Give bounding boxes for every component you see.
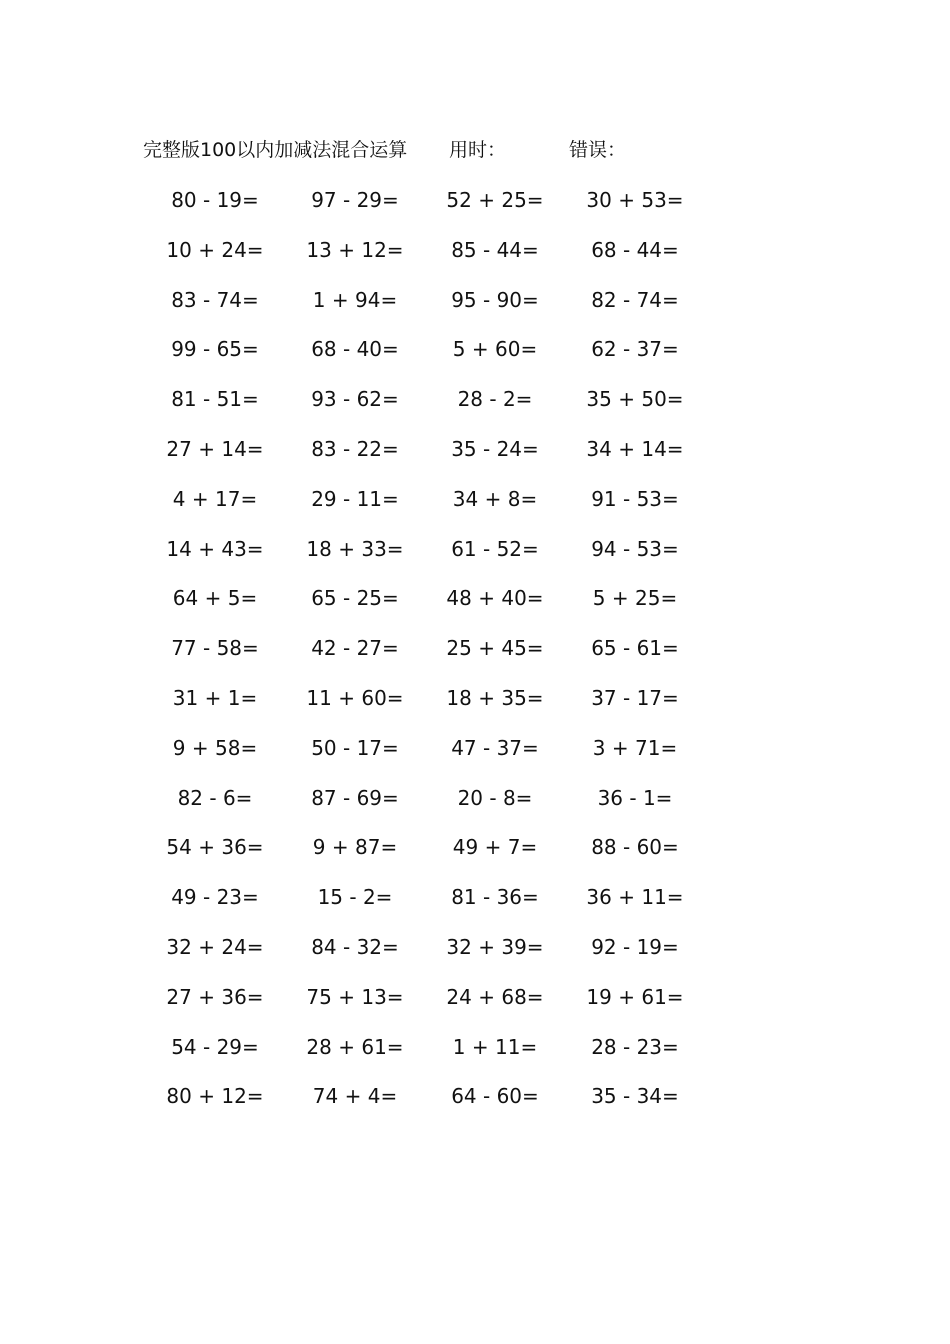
- math-problem: 54 - 29=: [171, 1034, 259, 1059]
- problem-row: [150, 634, 710, 684]
- math-problem: 77 - 58=: [171, 636, 259, 661]
- math-problem: 36 - 1=: [597, 785, 673, 810]
- math-problem: 49 - 23=: [171, 885, 259, 910]
- math-problem: 74 + 4=: [312, 1084, 398, 1109]
- math-problem: 13 + 12=: [306, 237, 404, 262]
- math-problem: 68 - 44=: [591, 237, 679, 262]
- math-problem: 5 + 25=: [592, 586, 678, 611]
- math-problem: 85 - 44=: [451, 237, 539, 262]
- math-problem: 42 - 27=: [311, 636, 399, 661]
- problem-row: [150, 286, 710, 336]
- math-problem: 94 - 53=: [591, 536, 679, 561]
- problem-row: [150, 1082, 710, 1132]
- problem-row: [150, 684, 710, 734]
- worksheet-title: 完整版100以内加减法混合运算: [143, 139, 408, 161]
- math-problem: 28 + 61=: [306, 1034, 404, 1059]
- math-problem: 1 + 94=: [312, 287, 398, 312]
- math-problem: 9 + 58=: [172, 735, 258, 760]
- math-problem: 19 + 61=: [586, 984, 684, 1009]
- math-problem: 37 - 17=: [591, 685, 679, 710]
- math-problem: 64 + 5=: [172, 586, 258, 611]
- math-problem: 91 - 53=: [591, 486, 679, 511]
- math-problem: 30 + 53=: [586, 188, 684, 212]
- math-problem: 36 + 11=: [586, 885, 684, 910]
- math-problem: 28 - 23=: [591, 1034, 679, 1059]
- math-problem: 4 + 17=: [172, 486, 258, 511]
- problem-row: [150, 1033, 710, 1083]
- math-problem: 31 + 1=: [172, 685, 258, 710]
- math-problem: 80 - 19=: [171, 188, 259, 212]
- problem-row: [150, 535, 710, 585]
- problem-grid: [150, 186, 710, 1132]
- math-problem: 54 + 36=: [166, 835, 264, 860]
- math-problem: 81 - 51=: [171, 387, 259, 412]
- math-problem: 25 + 45=: [446, 636, 544, 661]
- problem-row: [150, 933, 710, 983]
- math-problem: 15 - 2=: [317, 885, 393, 910]
- math-problem: 49 + 7=: [452, 835, 538, 860]
- problem-row: [150, 385, 710, 435]
- math-problem: 88 - 60=: [591, 835, 679, 860]
- problem-row: [150, 883, 710, 933]
- problem-row: [150, 584, 710, 634]
- math-problem: 48 + 40=: [446, 586, 544, 611]
- math-problem: 82 - 74=: [591, 287, 679, 312]
- math-problem: 32 + 24=: [166, 934, 264, 959]
- math-problem: 9 + 87=: [312, 835, 398, 860]
- math-problem: 35 - 34=: [591, 1084, 679, 1109]
- math-problem: 68 - 40=: [311, 337, 399, 362]
- math-problem: 1 + 11=: [452, 1034, 538, 1059]
- math-problem: 28 - 2=: [457, 387, 533, 412]
- math-problem: 35 + 50=: [586, 387, 684, 412]
- math-problem: 18 + 33=: [306, 536, 404, 561]
- math-problem: 20 - 8=: [457, 785, 533, 810]
- math-problem: 61 - 52=: [451, 536, 539, 561]
- math-problem: 92 - 19=: [591, 934, 679, 959]
- math-problem: 75 + 13=: [306, 984, 404, 1009]
- math-problem: 29 - 11=: [311, 486, 399, 511]
- math-problem: 97 - 29=: [311, 188, 399, 212]
- problem-row: [150, 335, 710, 385]
- math-problem: 32 + 39=: [446, 934, 544, 959]
- math-problem: 95 - 90=: [451, 287, 539, 312]
- math-problem: 34 + 8=: [452, 486, 538, 511]
- math-problem: 81 - 36=: [451, 885, 539, 910]
- math-problem: 52 + 25=: [446, 188, 544, 212]
- math-problem: 65 - 25=: [311, 586, 399, 611]
- problem-row: [150, 784, 710, 834]
- math-problem: 62 - 37=: [591, 337, 679, 362]
- math-problem: 5 + 60=: [452, 337, 538, 362]
- math-problem: 80 + 12=: [166, 1084, 264, 1109]
- math-problem: 27 + 14=: [166, 436, 264, 461]
- math-problem: 84 - 32=: [311, 934, 399, 959]
- math-problem: 18 + 35=: [446, 685, 544, 710]
- math-problem: 24 + 68=: [446, 984, 544, 1009]
- math-problem: 99 - 65=: [171, 337, 259, 362]
- math-problem: 14 + 43=: [166, 536, 264, 561]
- math-problem: 47 - 37=: [451, 735, 539, 760]
- math-problem: 65 - 61=: [591, 636, 679, 661]
- time-label: 用时：: [449, 139, 507, 161]
- problem-row: [150, 186, 710, 236]
- math-problem: 27 + 36=: [166, 984, 264, 1009]
- error-label: 错误：: [569, 139, 627, 161]
- math-problem: 82 - 6=: [177, 785, 253, 810]
- math-problem: 93 - 62=: [311, 387, 399, 412]
- math-problem: 87 - 69=: [311, 785, 399, 810]
- problem-row: [150, 734, 710, 784]
- math-problem: 35 - 24=: [451, 436, 539, 461]
- math-problem: 10 + 24=: [166, 237, 264, 262]
- problem-row: [150, 236, 710, 286]
- math-problem: 83 - 74=: [171, 287, 259, 312]
- problem-row: [150, 983, 710, 1033]
- math-problem: 3 + 71=: [592, 735, 678, 760]
- problem-row: [150, 435, 710, 485]
- math-problem: 64 - 60=: [451, 1084, 539, 1109]
- problem-row: [150, 833, 710, 883]
- problem-row: [150, 485, 710, 535]
- math-problem: 83 - 22=: [311, 436, 399, 461]
- math-problem: 11 + 60=: [306, 685, 404, 710]
- math-problem: 50 - 17=: [311, 735, 399, 760]
- math-problem: 34 + 14=: [586, 436, 684, 461]
